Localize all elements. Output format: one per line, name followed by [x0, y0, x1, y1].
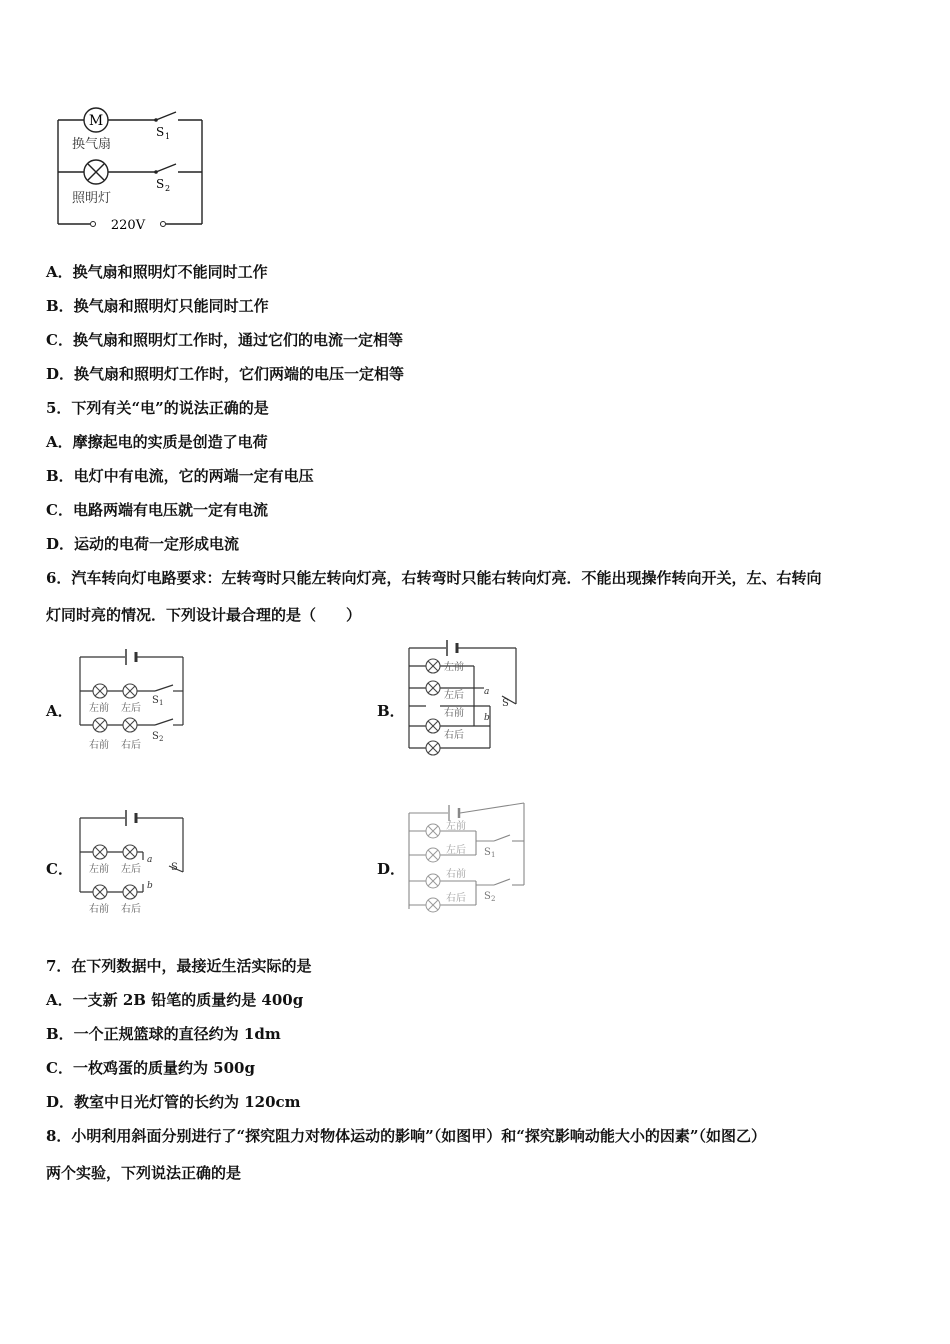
svg-text:2: 2	[159, 735, 164, 743]
lamp-icon	[426, 824, 440, 912]
lamp-label: 右前	[446, 869, 466, 880]
lamp-label: 左后	[444, 690, 464, 701]
q6-circuit-b	[404, 636, 522, 758]
q5-stem: 5．下列有关“电”的说法正确的是	[46, 399, 269, 417]
switch-label: S	[484, 891, 491, 902]
q6-circuit-a	[75, 641, 191, 757]
lamp-label: 右后	[121, 740, 141, 751]
q7-option-b: B．一个正规篮球的直径约为 1dm	[46, 1025, 281, 1043]
q7-option-d: D．教室中日光灯管的长约为 120cm	[46, 1093, 301, 1111]
q6-option-b-label: B．	[377, 702, 405, 720]
battery-icon	[449, 805, 459, 821]
lamp-label: 右后	[446, 893, 466, 904]
lamp-icon	[84, 160, 108, 184]
lamp-label: 照明灯	[72, 191, 112, 206]
lamp-label: 右前	[89, 904, 109, 915]
svg-text:2: 2	[491, 895, 496, 903]
q5-option-a: A．摩擦起电的实质是创造了电荷	[46, 433, 268, 451]
q6-option-d-label: D．	[377, 860, 406, 878]
switch-label: S	[484, 847, 491, 858]
switch-label: S	[171, 862, 178, 873]
switch-s2-label: S	[156, 177, 165, 191]
q4-option-b: B．换气扇和照明灯只能同时工作	[46, 297, 269, 315]
svg-text:a: a	[147, 855, 153, 865]
q6-stem-line1: 6．汽车转向灯电路要求：左转弯时只能左转向灯亮，右转弯时只能右转向灯亮．不能出现操作转向开关，左、右转向	[46, 569, 822, 587]
lamp-label: 左前	[446, 821, 466, 832]
q5-option-c: C．电路两端有电压就一定有电流	[46, 501, 268, 519]
q7-stem: 7．在下列数据中，最接近生活实际的是	[46, 957, 312, 975]
q6-circuit-d	[404, 797, 530, 919]
lamp-label: 左后	[446, 845, 466, 856]
q7-option-a: A．一支新 2B 铅笔的质量约是 400g	[46, 991, 304, 1009]
q7-option-c: C．一枚鸡蛋的质量约为 500g	[46, 1059, 255, 1077]
lamp-label: 左后	[121, 864, 141, 875]
q6-stem-line2: 灯同时亮的情况．下列设计最合理的是（ ）	[46, 606, 362, 624]
switch-s2-sub: 2	[165, 184, 171, 193]
lamp-icon	[426, 659, 440, 755]
lamp-label: 左前	[89, 703, 109, 714]
svg-text:1: 1	[491, 851, 496, 859]
svg-text:a: a	[484, 687, 490, 697]
switch-label: S	[152, 695, 159, 706]
lamp-label: 左前	[444, 662, 464, 673]
q6-option-c-label: C．	[46, 860, 73, 878]
q4-option-a: A．换气扇和照明灯不能同时工作	[46, 263, 268, 281]
q5-option-d: D．运动的电荷一定形成电流	[46, 535, 240, 553]
switch-label: S	[502, 698, 509, 709]
switch-s1-sub: 1	[165, 132, 171, 141]
lamp-label: 右后	[444, 730, 464, 741]
svg-text:b: b	[147, 881, 153, 891]
fan-label: 换气扇	[72, 137, 112, 152]
switch-s1-label: S	[156, 125, 165, 139]
lamp-label: 右前	[444, 708, 464, 719]
motor-symbol: M	[88, 113, 104, 129]
battery-icon	[126, 810, 136, 826]
voltage-label: 220V	[110, 218, 146, 233]
svg-text:b: b	[484, 713, 490, 723]
q6-circuit-c	[75, 804, 191, 918]
svg-text:1: 1	[159, 699, 164, 707]
lamp-label: 右后	[121, 904, 141, 915]
battery-icon	[126, 649, 136, 665]
q8-stem-line2: 两个实验，下列说法正确的是	[46, 1164, 242, 1182]
motor-icon	[84, 108, 108, 132]
lamp-label: 右前	[89, 740, 109, 751]
q8-stem-line1: 8．小明利用斜面分别进行了“探究阻力对物体运动的影响”（如图甲）和“探究影响动能大小的因素”（如图乙）	[46, 1127, 766, 1145]
fan-lamp-circuit-figure	[48, 102, 213, 234]
lamp-label: 左后	[121, 703, 141, 714]
q4-option-d: D．换气扇和照明灯工作时，它们两端的电压一定相等	[46, 365, 405, 383]
q6-option-a-label: A．	[46, 702, 73, 720]
lamp-label: 左前	[89, 864, 109, 875]
battery-icon	[447, 640, 457, 656]
q5-option-b: B．电灯中有电流，它的两端一定有电压	[46, 467, 314, 485]
q4-option-c: C．换气扇和照明灯工作时，通过它们的电流一定相等	[46, 331, 403, 349]
switch-label: S	[152, 731, 159, 742]
